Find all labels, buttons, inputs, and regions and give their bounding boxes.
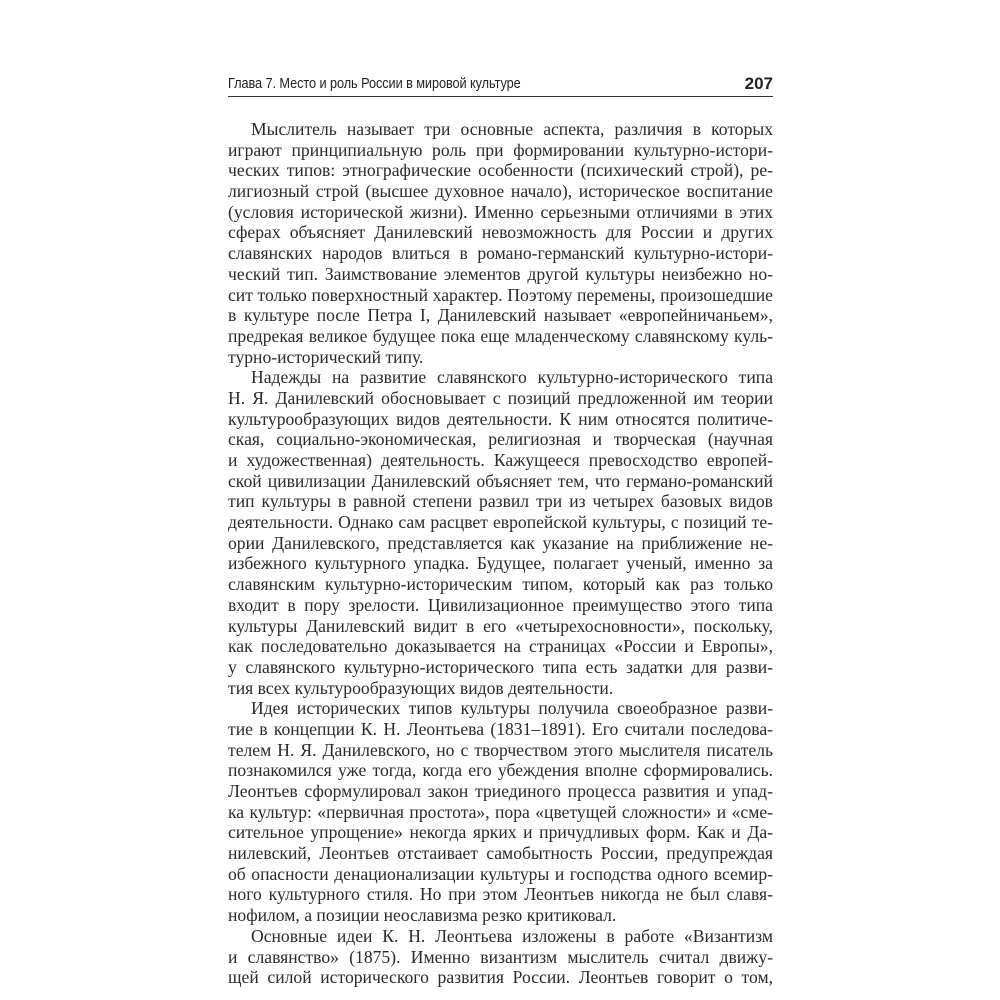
text-line: и художественная) деятельность. Кажущееся превосходство европей- <box>228 450 773 470</box>
text-line: ской цивилизации Данилевский объясняет тем, что германо-романский <box>228 470 773 491</box>
text-line: играют принципиальную роль при формировании культурно-истори- <box>228 139 773 160</box>
paragraph <box>228 119 773 367</box>
text-line: сит только поверхностный характер. Поэтому перемены, произошедшие <box>228 284 773 305</box>
text-line: славянским культурно-историческим типом, который как раз только <box>228 574 773 595</box>
paragraph <box>228 926 773 988</box>
text-line: избежного культурного упадка. Будущее, полагает ученый, именно за <box>228 553 773 574</box>
page-number: 207 <box>744 74 773 93</box>
text-line: нофилом, а позиции неославизма резко критиковал. <box>228 905 617 926</box>
text-line: Основные идеи К. Н. Леонтьева изложены в работе «Византизм <box>251 925 773 946</box>
text-line: Леонтьев сформулировал закон триединого процесса развития и упад- <box>228 781 773 801</box>
text-line: познакомился уже тогда, когда его убеждения вполне сформировались. <box>228 760 773 781</box>
text-line: в культуре после Петра I, Данилевский называет «европейничаньем», <box>228 305 773 326</box>
text-line: ская, социально-экономическая, религиозная и творческая (научная <box>228 429 773 450</box>
text-line: (условия исторической жизни). Именно серьезными отличиями в этих <box>228 201 773 222</box>
text-line: сительное упрощение» некогда ярких и причудливых форм. Как и Да- <box>228 822 773 843</box>
text-line: культуры Данилевский видит в его «четырехосновности», поскольку, <box>228 615 773 636</box>
text-line: Мыслитель называет три основные аспекта, различия в которых <box>251 119 773 139</box>
text-line: телем Н. Я. Данилевского, но с творчеством этого мыслителя писатель <box>228 739 773 760</box>
text-line: нилевский, Леонтьев отстаивает самобытность России, предупреждая <box>228 843 773 864</box>
text-line: Идея исторических типов культуры получила своеобразное разви- <box>251 698 773 719</box>
text-line: ории Данилевского, представляется как указание на приближение не- <box>228 532 773 553</box>
text-line: турно-исторический типу. <box>228 346 424 367</box>
text-line: у славянского культурно-исторического типа есть задатки для разви- <box>228 656 773 677</box>
text-line: лигиозный строй (высшее духовное начало), историческое воспитание <box>228 181 773 202</box>
running-header <box>228 74 773 97</box>
text-line: входит в пору зрелости. Цивилизационное преимущество этого типа <box>228 594 773 615</box>
text-line: как последовательно доказывается на страницах «России и Европы», <box>228 636 773 657</box>
text-line: деятельности. Однако сам расцвет европейской культуры, с позиций те- <box>228 512 773 533</box>
text-line: ческий тип. Заимствование элементов другой культуры неизбежно но- <box>228 263 773 284</box>
text-line: об опасности денационализации культуры и господства одного всемир- <box>228 863 773 884</box>
text-line: щей силой исторического развития России. Леонтьев говорит о том, <box>228 967 773 988</box>
text-line: славянских народов влиться в романо-германский культурно-истори- <box>228 243 773 264</box>
paragraph <box>228 367 773 698</box>
text-line: тие в концепции К. Н. Леонтьева (1831–1891). Его считали последова- <box>228 718 773 739</box>
text-line: культурообразующих видов деятельности. К ним относятся политиче- <box>228 408 773 429</box>
page-body <box>228 119 773 988</box>
text-line: и славянство» (1875). Именно византизм мыслитель считал движу- <box>228 946 773 967</box>
text-line: Надежды на развитие славянского культурно-исторического типа <box>251 367 773 388</box>
text-line: тия всех культурообразующих видов деятельности. <box>228 677 614 698</box>
text-line: ного культурного стиля. Но при этом Леонтьев никогда не был славя- <box>228 884 773 905</box>
text-line: ка культур: «первичная простота», пора «цветущей сложности» и «сме- <box>228 801 773 822</box>
text-line: сферах объясняет Данилевский невозможность для России и других <box>228 222 773 243</box>
text-line: тип культуры в равной степени развил три из четырех базовых видов <box>228 491 773 512</box>
chapter-title: Глава 7. Место и роль России в мировой культуре <box>228 76 521 92</box>
text-line: Н. Я. Данилевский обосновывает с позиций предложенной им теории <box>228 387 773 408</box>
text-line: ческих типов: этнографические особенности (психический строй), ре- <box>228 160 773 181</box>
text-line: предрекая великое будущее пока еще младенческому славянскому куль- <box>228 325 773 346</box>
paragraph <box>228 698 773 926</box>
